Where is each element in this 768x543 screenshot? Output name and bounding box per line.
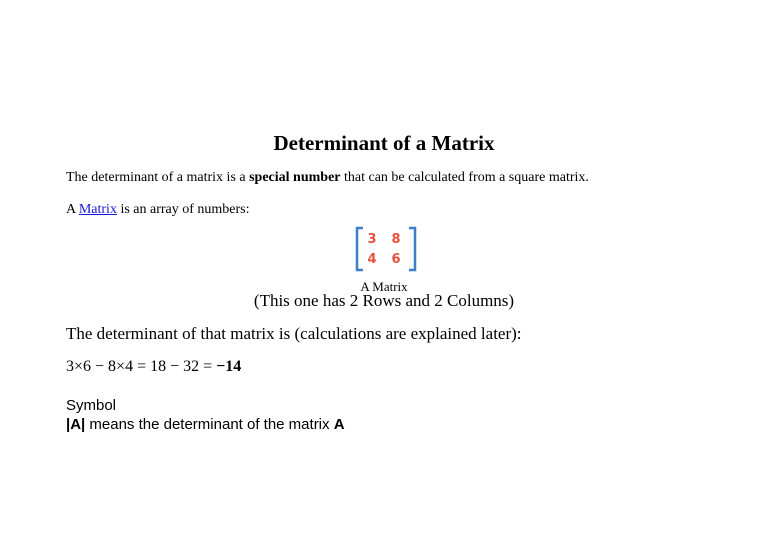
calculation-result: −14 [216, 358, 242, 375]
calculation-expression: 3×6 − 8×4 = 18 − 32 = [66, 358, 217, 375]
calculation-line [66, 358, 241, 376]
rows-columns-note: (This one has 2 Rows and 2 Columns) [253, 291, 515, 310]
intro-text-before: The determinant of a matrix is a [66, 170, 250, 185]
matrix-line-before: A [66, 202, 79, 217]
matrix-cell-r2c2: 6 [391, 252, 401, 267]
intro-text-after: that can be calculated from a square matrix. [340, 170, 589, 185]
matrix-cell-r1c1: 3 [367, 232, 377, 247]
symbol-heading: Symbol [66, 397, 117, 414]
matrix-definition [66, 202, 250, 218]
symbol-definition [66, 416, 345, 433]
right-bracket [409, 228, 415, 270]
intro-paragraph [66, 170, 589, 186]
symbol-middle-text: means the determinant of the matrix [85, 416, 334, 433]
determinant-statement: The determinant of that matrix is (calculations are explained later): [66, 324, 522, 343]
matrix-figure [354, 226, 418, 272]
symbol-matrix-name: A [333, 416, 345, 433]
page-title: Determinant of a Matrix [273, 131, 495, 155]
matrix-cell-r2c1: 4 [367, 252, 377, 267]
matrix-cell-r1c2: 8 [391, 232, 401, 247]
matrix-caption: A Matrix [360, 279, 408, 294]
matrix-line-after: is an array of numbers: [116, 202, 250, 217]
intro-bold-phrase: special number [249, 170, 341, 185]
symbol-notation: |A| [66, 416, 86, 433]
matrix-link[interactable]: Matrix [78, 202, 117, 217]
